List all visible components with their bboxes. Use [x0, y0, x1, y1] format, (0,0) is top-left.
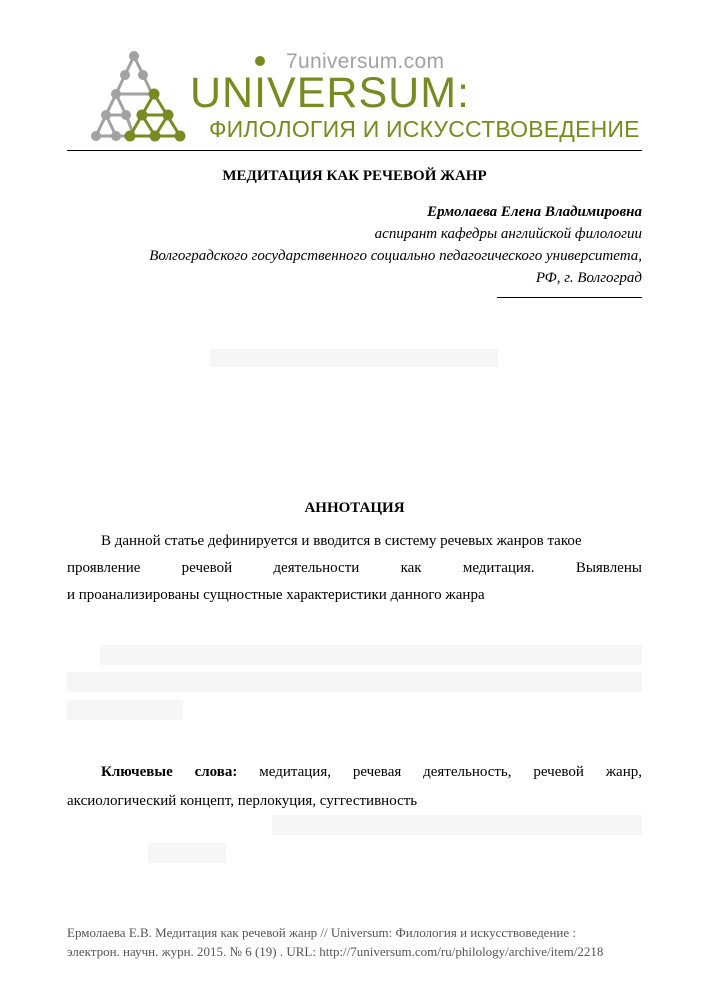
faint-band — [210, 349, 498, 367]
journal-subtitle: ФИЛОЛОГИЯ И ИСКУССТВОВЕДЕНИЕ — [209, 116, 640, 142]
author-affiliation: Волгоградского государственного социально педагогического университета, — [149, 248, 642, 264]
faint-band — [67, 672, 642, 692]
author-position: аспирант кафедры английской филологии — [374, 226, 642, 242]
author-block — [67, 201, 642, 289]
faint-band — [148, 843, 226, 863]
abstract-word: деятельности — [273, 560, 360, 576]
faint-band — [67, 700, 183, 720]
citation-footer — [67, 923, 647, 961]
keywords — [67, 758, 642, 816]
abstract-text — [67, 528, 642, 609]
site-url: 7universum.com — [286, 50, 445, 73]
author-name: Ермолаева Елена Владимировна — [427, 204, 642, 220]
abstract-word: проявление — [67, 560, 141, 576]
keywords-line — [67, 758, 642, 787]
abstract-line: В данной статье дефинируется и вводится в систему речевых жанров такое — [101, 533, 582, 549]
keywords-text: аксиологический концепт, перлокуция, суггестивность — [67, 793, 418, 809]
faint-band — [272, 815, 642, 835]
abstract-word: речевой — [181, 560, 233, 576]
author-divider — [497, 297, 642, 298]
article-title: МЕДИТАЦИЯ КАК РЕЧЕВОЙ ЖАНР — [222, 168, 487, 184]
abstract-word: Выявлены — [575, 560, 642, 576]
abstract-word: как — [400, 560, 422, 576]
abstract-word: медитация. — [462, 560, 535, 576]
brand-name: UNIVERSUM: — [190, 69, 470, 117]
citation-line: электрон. научн. журн. 2015. № 6 (19) . URL: http://7universum.com/ru/philology/archive/item/2218 — [67, 944, 604, 959]
keywords-text: медитация, речевая деятельность, речевой жанр, — [259, 764, 642, 780]
abstract-line — [67, 555, 642, 582]
citation-line: Ермолаева Е.В. Медитация как речевой жанр // Universum: Филология и искусствоведение : — [67, 925, 576, 940]
faint-band — [100, 645, 642, 665]
abstract-line: и проанализированы сущностные характеристики данного жанра — [67, 587, 485, 603]
header-divider — [67, 150, 642, 151]
abstract-heading: АННОТАЦИЯ — [304, 500, 405, 516]
keywords-label: Ключевые слова: — [101, 764, 238, 780]
author-location: РФ, г. Волгоград — [535, 270, 642, 286]
